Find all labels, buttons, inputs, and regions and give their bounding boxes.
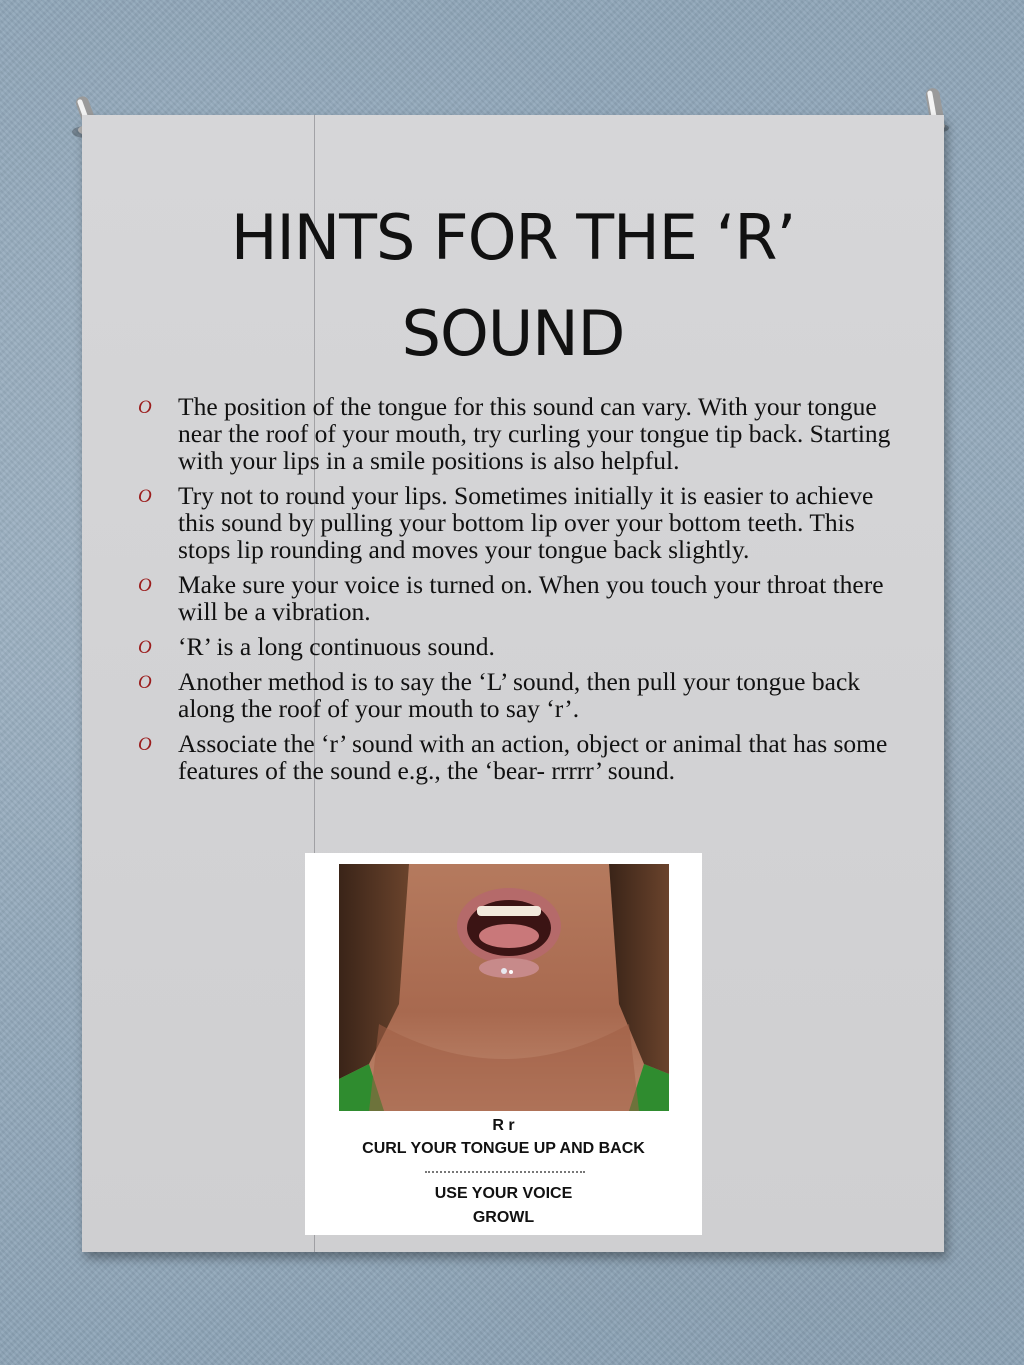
caption-instruction-1: CURL YOUR TONGUE UP AND BACK <box>362 1140 645 1157</box>
caption-letter: R r <box>492 1117 515 1134</box>
caption-instruction-2: USE YOUR VOICE <box>434 1185 573 1202</box>
hint-item <box>130 730 900 784</box>
hint-text: Another method is to say the ‘L’ sound, then pull your tongue back along the roof of your mouth to say ‘r’. <box>178 667 861 723</box>
hint-text: The position of the tongue for this sound can vary. With your tongue near the roof of your mouth, try curling your tongue tip back. Starting with your lips in a smile positions is also helpful. <box>178 392 891 475</box>
hint-text: ‘R’ is a long continuous sound. <box>178 632 495 661</box>
bullet-icon: O <box>138 575 152 596</box>
mouth-position-figure <box>305 853 702 1235</box>
mouth-photo <box>339 864 669 1111</box>
title-line-2: SOUND <box>401 297 625 370</box>
bullet-icon: O <box>138 486 152 507</box>
hint-item <box>130 571 900 625</box>
bullet-icon: O <box>138 734 152 755</box>
bullet-icon: O <box>138 637 152 658</box>
hint-text: Make sure your voice is turned on. When you touch your throat there will be a vibration. <box>178 570 884 626</box>
mouth-photo-illustration <box>339 864 669 1111</box>
slide-title <box>82 190 944 382</box>
hint-item <box>130 482 900 563</box>
hint-item <box>130 633 900 660</box>
hint-list <box>130 393 900 792</box>
bullet-icon: O <box>138 672 152 693</box>
title-line-1: HINTS FOR THE ‘R’ <box>230 201 796 274</box>
hint-text: Associate the ‘r’ sound with an action, object or animal that has some features of the sound e.g., the ‘bear- rrrrr’ sound. <box>178 729 888 785</box>
caption-faded-line <box>425 1171 585 1177</box>
hint-item <box>130 668 900 722</box>
hint-item <box>130 393 900 474</box>
bullet-icon: O <box>138 397 152 418</box>
hint-text: Try not to round your lips. Sometimes initially it is easier to achieve this sound by pulling your bottom lip over your bottom teeth. This stops lip rounding and moves your tongue back slightly. <box>178 481 874 564</box>
caption-instruction-3: GROWL <box>472 1209 535 1226</box>
